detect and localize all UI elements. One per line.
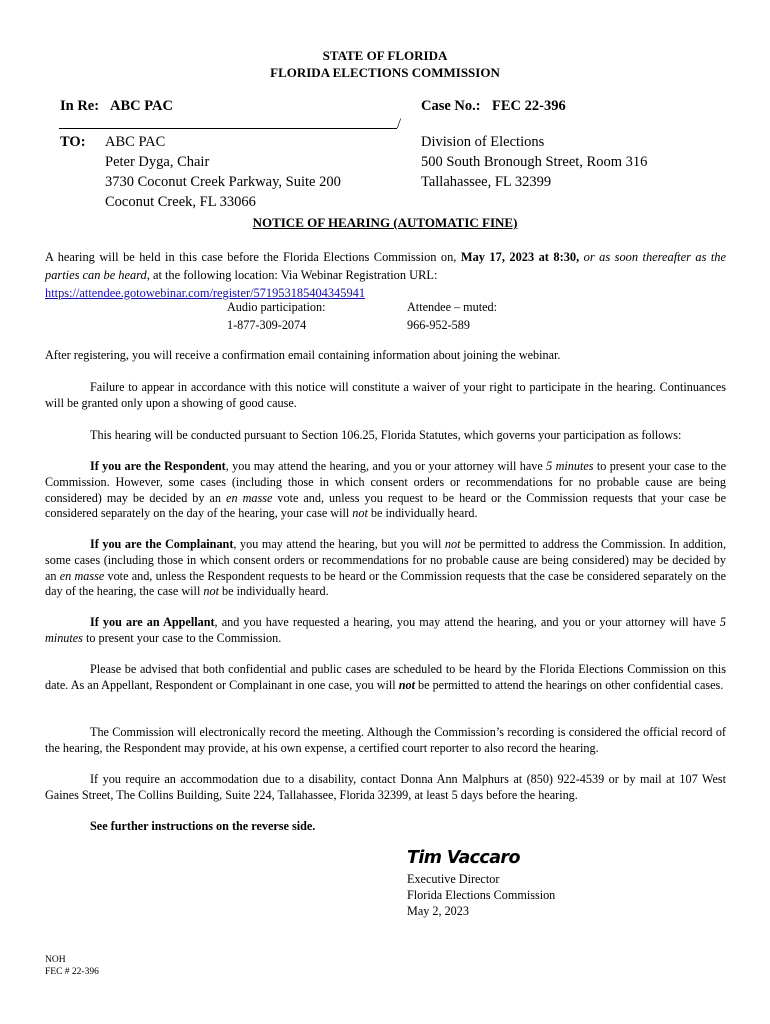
appellant-paragraph: [45, 615, 726, 647]
footer-case-number: FEC # 22-396: [45, 967, 99, 977]
appellant-heading: If you are an Appellant: [90, 615, 215, 629]
respondent-text: be individually heard.: [367, 506, 478, 521]
case-label: Case No.:: [421, 98, 481, 114]
audio-participation-number: 1-877-309-2074: [227, 318, 307, 332]
hearing-intro: A hearing will be held in this case before the Florida Elections Commission on,: [45, 250, 461, 264]
confidential-paragraph: [45, 662, 726, 694]
address-line: ABC PAC: [105, 134, 166, 150]
failure-paragraph: [45, 380, 726, 412]
attendee-code: 966-952-589: [407, 318, 470, 332]
failure-text: Failure to appear in accordance with this notice will constitute a waiver of your right to participate in the hearing. Continuances will be granted only upon a showing of good cause.: [45, 380, 726, 410]
complainant-emph: not: [203, 584, 219, 599]
webinar-registration-link[interactable]: https://attendee.gotowebinar.com/register/5719531854043459​41: [45, 286, 366, 300]
respondent-text: to present your case to the Commission. However, some cases (including those in which consent orders or recommendations for no probable cause are being considered) may be decided by an: [45, 459, 726, 505]
accommodation-paragraph: [45, 772, 726, 804]
respondent-address: [105, 132, 341, 212]
complainant-text: , you may attend the hearing, but you will: [233, 537, 445, 551]
signer-org: Florida Elections Commission: [407, 888, 556, 902]
accommodation-text: If you require an accommodation due to a disability, contact Donna Ann Malphurs at (850) 922-4539 or by mail at 107 West Gaines Street, The Collins Building, Suite 224, Tallahassee, Florida 32399, at least 5 days before the hearing.: [45, 772, 726, 802]
notice-title: NOTICE OF HEARING (AUTOMATIC FINE): [252, 215, 518, 230]
attendee-label: Attendee – muted:: [407, 300, 498, 314]
statute-paragraph: [45, 428, 726, 444]
in-re-label: In Re:: [60, 98, 100, 114]
after-register-text: After registering, you will receive a confirmation email containing information about joining the webinar.: [45, 348, 561, 362]
complainant-emph: en masse: [59, 568, 105, 583]
caption-rule: [59, 128, 397, 129]
reverse-side-note: See further instructions on the reverse side.: [90, 819, 316, 833]
respondent-emph: en masse: [226, 490, 273, 505]
record-text: The Commission will electronically record the meeting. Although the Commission’s recording is considered the official record of the hearing, the Respondent may provide, at his own expense, a certified court reporter to also record the hearing.: [45, 725, 726, 755]
header-state: STATE OF FLORIDA: [322, 48, 448, 63]
audio-participation-label: Audio participation:: [227, 300, 326, 314]
appellant-text: , and you have requested a hearing, you may attend the hearing, and you or your attorney will have: [214, 615, 720, 629]
signature-date: May 2, 2023: [407, 904, 469, 918]
complainant-paragraph: [45, 537, 726, 600]
respondent-emph: not: [352, 506, 368, 521]
confidential-emph: not: [398, 677, 415, 692]
complainant-text: be individually heard.: [218, 584, 329, 599]
hearing-location: , at the following location: Via Webinar Registration URL:: [146, 268, 438, 282]
address-line: Division of Elections: [421, 134, 545, 150]
case-number: FEC 22-396: [492, 98, 566, 114]
record-paragraph: [45, 725, 726, 757]
address-line: Tallahassee, FL 32399: [421, 174, 552, 190]
footer-form-code: NOH: [45, 955, 66, 965]
complainant-emph: not: [444, 537, 461, 551]
appellant-text: to present your case to the Commission.: [82, 630, 282, 645]
in-re-value: ABC PAC: [110, 98, 173, 114]
complainant-heading: If you are the Complainant: [90, 537, 234, 551]
division-address: [421, 132, 647, 192]
confidential-text: Please be advised that both confidential and public cases are scheduled to be heard by the Florida Elections Commission on this date. As an Appellant, Respondent or Complainant in one case, you will: [45, 662, 726, 692]
confidential-text: be permitted to attend the hearings on other confidential cases.: [414, 677, 724, 692]
hearing-date: May 17, 2023 at 8:30,: [460, 250, 580, 264]
to-label: TO:: [60, 134, 86, 150]
statute-text: This hearing will be conducted pursuant to Section 106.25, Florida Statutes, which governs your participation as follows:: [90, 428, 682, 442]
respondent-emph: 5 minutes: [546, 459, 594, 473]
signature: Tim Vaccaro: [407, 848, 520, 868]
signer-title: Executive Director: [407, 872, 500, 886]
respondent-paragraph: [45, 459, 726, 522]
complainant-text: be permitted to address the Commission. In addition, some cases (including those in which consent orders or recommendations for no probable cause are being considered) may be decided by an: [45, 537, 726, 583]
address-line: 500 South Bronough Street, Room 316: [421, 154, 648, 170]
address-line: Peter Dyga, Chair: [105, 154, 210, 170]
caption-slash: /: [397, 116, 402, 132]
header-commission: FLORIDA ELECTIONS COMMISSION: [270, 65, 500, 80]
hearing-paragraph: [45, 248, 726, 302]
hearing-soon: or as soon thereafter as the parties can be heard: [45, 250, 726, 282]
appellant-emph: 5 minutes: [45, 615, 726, 645]
respondent-text: vote and, unless you request to be heard or the Commission requests that your case be considered separately on the day of the hearing, your case will: [45, 490, 727, 521]
respondent-heading: If you are the Respondent: [90, 459, 226, 473]
address-line: 3730 Coconut Creek Parkway, Suite 200: [105, 174, 341, 190]
respondent-text: , you may attend the hearing, and you or your attorney will have: [225, 459, 547, 473]
address-line: Coconut Creek, FL 33066: [105, 194, 256, 210]
complainant-text: vote and, unless the Respondent requests to be heard or the Commission requests that the case be considered separately on the day of the hearing, the case will: [45, 568, 726, 599]
